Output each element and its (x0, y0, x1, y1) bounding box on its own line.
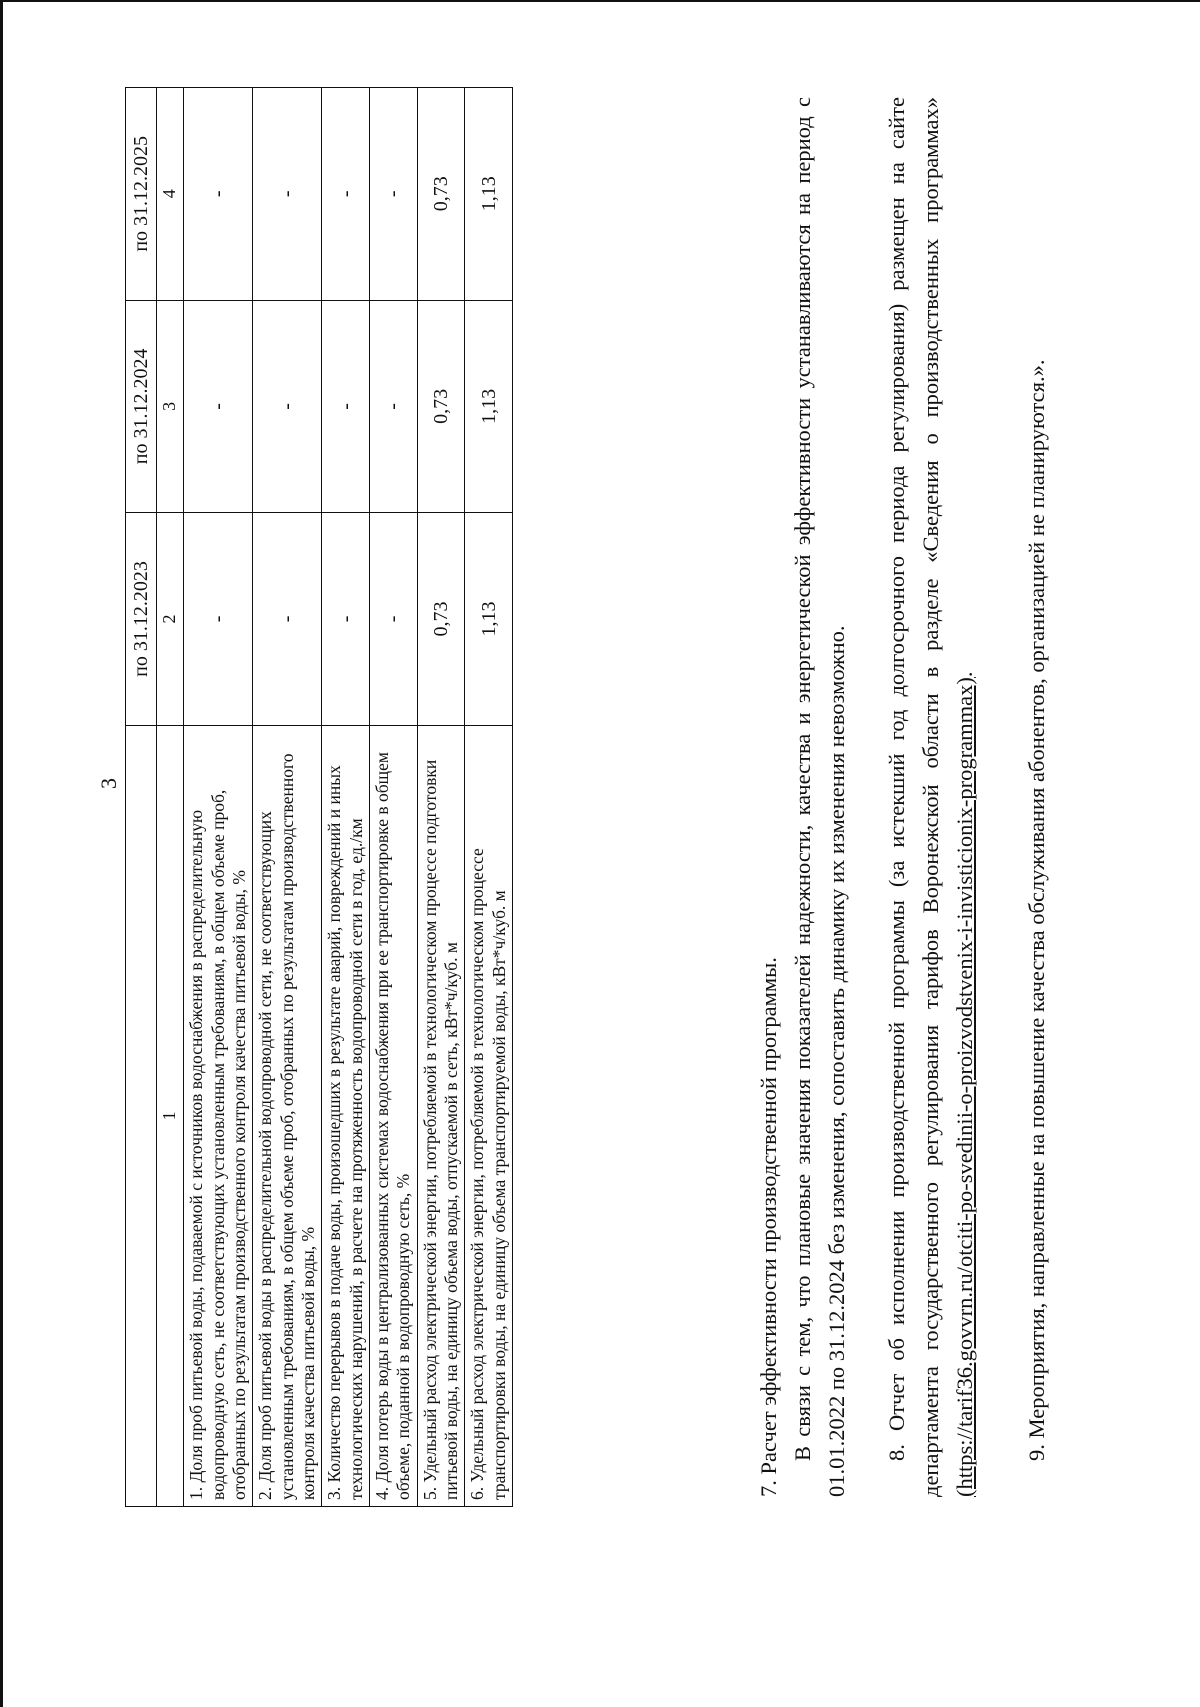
section-7-body (786, 97, 854, 1497)
value-2023: - (370, 513, 418, 726)
section-9 (1020, 97, 1054, 1497)
value-2023: - (322, 513, 370, 726)
header-2023: по 31.12.2023 (126, 513, 157, 726)
value-2025: - (322, 88, 370, 301)
value-2025: - (253, 88, 322, 301)
value-2025: - (370, 88, 418, 301)
header-2024: по 31.12.2024 (126, 300, 157, 513)
column-number: 3 (157, 300, 184, 513)
report-link[interactable]: (https://tarif36.govvrn.ru/otciti-po-svedinii-o-proizvodstvenix-i-invisticionix-programmax) (951, 677, 977, 1497)
section-7-heading: 7. Расчет эффективности производственной программы. (756, 957, 781, 1497)
table-row (253, 88, 322, 1507)
value-2024: 0,73 (417, 300, 465, 513)
page-number: 3 (96, 778, 121, 789)
value-2023: 1,13 (465, 513, 513, 726)
section-8-end: . (951, 671, 977, 678)
value-2024: 1,13 (465, 300, 513, 513)
section-7-text: В связи с тем, что плановые значения показателей надежности, качества и энергетической эффективности устанавливаются на период с 01.01.2022 по 31.12.2024 без изменения, сопоставить динамику их изменения невозможно. (789, 97, 849, 1497)
indicator-label: 5. Удельный расход электрической энергии, потребляемой в технологическом процессе подготовки питьевой воды, на единицу объема воды, отпускаемой в сеть, кВт*ч/куб. м (417, 725, 465, 1506)
value-2025: 1,13 (465, 88, 513, 301)
header-indicator (126, 725, 157, 1506)
header-2025: по 31.12.2025 (126, 88, 157, 301)
indicator-label: 4. Доля потерь воды в централизованных системах водоснабжения при ее транспортировке в общем объеме, поданной в водопроводную сеть, % (370, 725, 418, 1506)
indicators-table (125, 87, 513, 1507)
value-2025: 0,73 (417, 88, 465, 301)
value-2024: - (253, 300, 322, 513)
indicator-label: 3. Количество перерывов в подаче воды, произошедших в результате аварий, повреждений и иных технологических нарушений, в расчете на протяженность водопроводной сети в год, ед./км (322, 725, 370, 1506)
table-row (417, 88, 465, 1507)
section-8-text: 8. Отчет об исполнении производственной программы (за истекший год долгосрочного периода регулирования) размещен на сайте департамента государственного регулирования тарифов Воронежской области в разделе «Сведения о производственных программах» (884, 97, 943, 1497)
value-2024: - (184, 300, 253, 513)
value-2023: - (184, 513, 253, 726)
value-2023: 0,73 (417, 513, 465, 726)
value-2025: - (184, 88, 253, 301)
value-2024: - (322, 300, 370, 513)
column-number: 1 (157, 725, 184, 1506)
table-column-numbers (157, 88, 184, 1507)
table-row (322, 88, 370, 1507)
table-row (370, 88, 418, 1507)
value-2023: - (253, 513, 322, 726)
section-9-text: 9. Мероприятия, направленные на повышение качества обслуживания абонентов, организацией не планируются.». (1024, 359, 1049, 1461)
section-8 (880, 97, 981, 1497)
section-7 (752, 97, 853, 1497)
value-2024: - (370, 300, 418, 513)
table-header-row (126, 88, 157, 1507)
indicator-label: 1. Доля проб питьевой воды, подаваемой с источников водоснабжения в распределительную водопроводную сеть, не соответствующих установленным требованиям, в общем объеме проб, отобранных по результатам производственного контроля качества питьевой воды, % (184, 725, 253, 1506)
column-number: 4 (157, 88, 184, 301)
column-number: 2 (157, 513, 184, 726)
table-row (465, 88, 513, 1507)
indicator-label: 6. Удельный расход электрической энергии, потребляемой в технологическом процессе транспортировки воды, на единицу объема транспортируемой воды, кВт*ч/куб. м (465, 725, 513, 1506)
indicator-label: 2. Доля проб питьевой воды в распределительной водопроводной сети, не соответствующих установленным требованиям, в общем объеме проб, отобранных по результатам производственного контроля качества питьевой воды, % (253, 725, 322, 1506)
table-row (184, 88, 253, 1507)
